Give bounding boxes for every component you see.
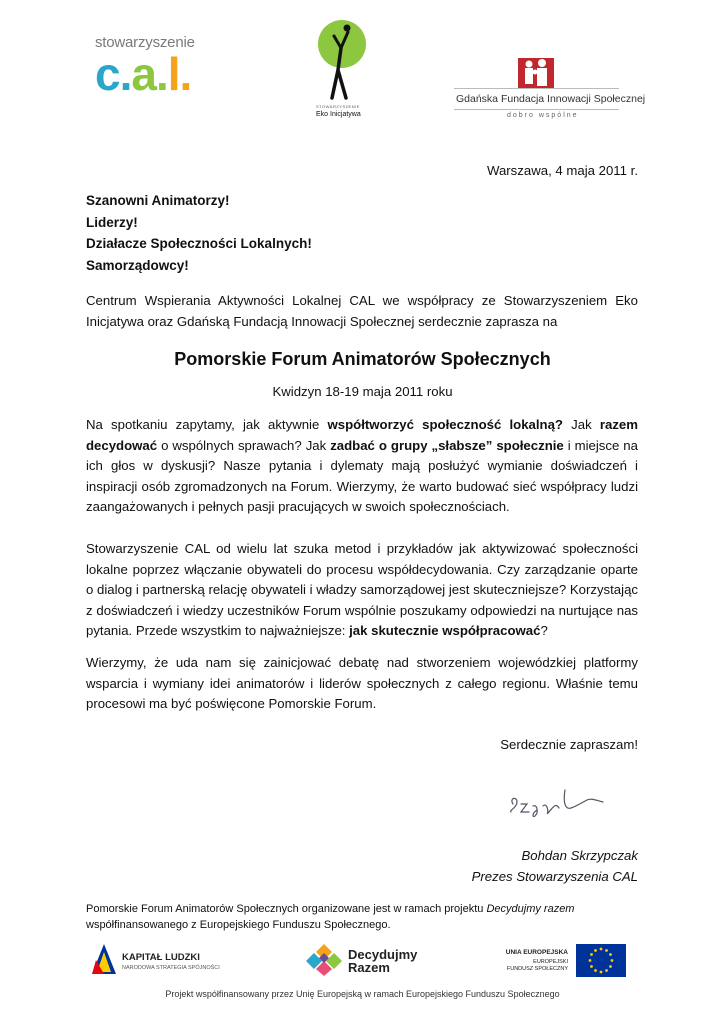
p1-text-4: i miejsce na ich głos w dyskusji? Nasze pytania i dylematy mają posłużyć wymianie doświadczeń i inspiracji osób zgromadzonych na Forum. Wierzymy, że warto budować sieć współpracy ludzi zaangażowanych i pełnych pasji pracujących w swoich społecznościach. (86, 437, 638, 514)
event-place: Kwidzyn 18-19 maja 2011 roku (272, 384, 453, 399)
decydujmy-razem-line-1: Decydujmy (348, 947, 418, 962)
kapital-ludzki-icon (90, 942, 118, 976)
footer-note (86, 901, 626, 933)
handwritten-signature (503, 782, 613, 822)
greeting (86, 190, 312, 276)
greeting-line-1: Szanowni Animatorzy! (86, 193, 230, 208)
p1-text-2: Jak (562, 417, 600, 432)
kapital-ludzki-title: KAPITAŁ LUDZKI (122, 952, 200, 963)
footer-note-project: Decydujmy razem (486, 903, 575, 915)
gf-logo-line-top (454, 88, 619, 89)
kapital-ludzki-subtitle: NARODOWA STRATEGIA SPÓJNOŚCI (122, 965, 220, 971)
eu-logo-title: UNIA EUROPEJSKA (505, 949, 568, 956)
eko-logo-small: STOWARZYSZENIE (316, 104, 360, 109)
decydujmy-razem-icon (304, 943, 344, 977)
decydujmy-razem-line-2: Razem (348, 960, 390, 975)
cal-logo-c: c. (95, 48, 132, 100)
kapital-ludzki-logo (90, 942, 220, 980)
p1-bold-3: zadbać o grupy „słabsze” społecznie (330, 437, 564, 453)
eko-figure-icon (316, 18, 368, 104)
greeting-line-2: Liderzy! (86, 214, 138, 230)
eu-logo (498, 944, 628, 980)
eu-logo-sub-2: FUNDUSZ SPOŁECZNY (506, 966, 568, 972)
gf-logo (452, 52, 646, 122)
letter-date: Warszawa, 4 maja 2011 r. (487, 163, 638, 178)
event-title: Pomorskie Forum Animatorów Społecznych (174, 349, 551, 369)
footer-note-text-1: Pomorskie Forum Animatorów Społecznych organizowane jest w ramach projektu (86, 903, 487, 915)
gf-logo-line-bottom (454, 109, 619, 110)
paragraph-2 (86, 539, 638, 642)
eu-logo-sub-1: EUROPEJSKI (533, 959, 568, 965)
p1-bold-1: współtworzyć społeczność lokalną? (327, 417, 563, 432)
paragraph-1 (86, 415, 638, 518)
signature-role: Prezes Stowarzyszenia CAL (471, 869, 638, 884)
eko-logo-name: Eko Inicjatywa (316, 111, 361, 118)
p1-text-3: o wspólnych sprawach? Jak (157, 437, 331, 453)
footer-bottom-line: Projekt współfinansowany przez Unię Europejską w ramach Europejskiego Funduszu Społecznego (165, 989, 560, 999)
cal-logo-letters (95, 48, 235, 100)
footer-note-text-2: współfinansowanego z Europejskiego Funduszu Społecznego. (86, 919, 391, 931)
cal-logo-small-text: stowarzyszenie (95, 34, 195, 51)
closing: Serdecznie zapraszam! (500, 737, 638, 752)
decydujmy-razem-logo (304, 943, 418, 979)
greeting-line-4: Samorządowcy! (86, 257, 189, 273)
eko-logo (312, 18, 372, 124)
intro-paragraph: Centrum Wspierania Aktywności Lokalnej CAL we współpracy ze Stowarzyszeniem Eko Inicjatywa oraz Gdańską Fundacją Innowacji Społecznej serdecznie zaprasza na (86, 293, 638, 329)
p2-bold-1: jak skutecznie współpracować (349, 623, 541, 638)
p2-text-2: ? (540, 623, 548, 638)
eu-flag-icon (576, 944, 626, 977)
gf-logo-subtitle: dobro wspólne (507, 112, 579, 119)
signature-name: Bohdan Skrzypczak (521, 848, 638, 863)
cal-logo-l: l. (167, 48, 192, 100)
greeting-line-3: Działacze Społeczności Lokalnych! (86, 236, 312, 251)
p1-bold-2: razem decydować (86, 417, 638, 453)
gf-family-icon (514, 52, 558, 88)
p2-text-1: Stowarzyszenie CAL od wielu lat szuka metod i przykładów jak aktywizować społeczności lokalne poprzez włączanie obywateli do procesu współdecydowania. Czy zarządzanie oparte o dialog i partnerską relację obywateli i władzy samorządowej jest skuteczniejsze? Korzystając z doświadczeń i wiedzy uczestników Forum wspólnie poszukamy odpowiedzi na nurtujące nas pytania. Przede wszystkim to najważniejsze: (86, 541, 638, 638)
paragraph-3: Wierzymy, że uda nam się zainicjować debatę nad stworzeniem wojewódzkiej platformy wsparcia i wymiany idei animatorów i liderów społecznych z całego regionu. Właśnie temu procesowi ma być poświęcone Pomorskie Forum. (86, 655, 638, 711)
cal-logo-a: a. (131, 48, 168, 100)
p1-text-1: Na spotkaniu zapytamy, jak aktywnie (86, 417, 328, 432)
cal-logo (95, 34, 235, 104)
gf-logo-title: Gdańska Fundacja Innowacji Społecznej (456, 93, 646, 105)
